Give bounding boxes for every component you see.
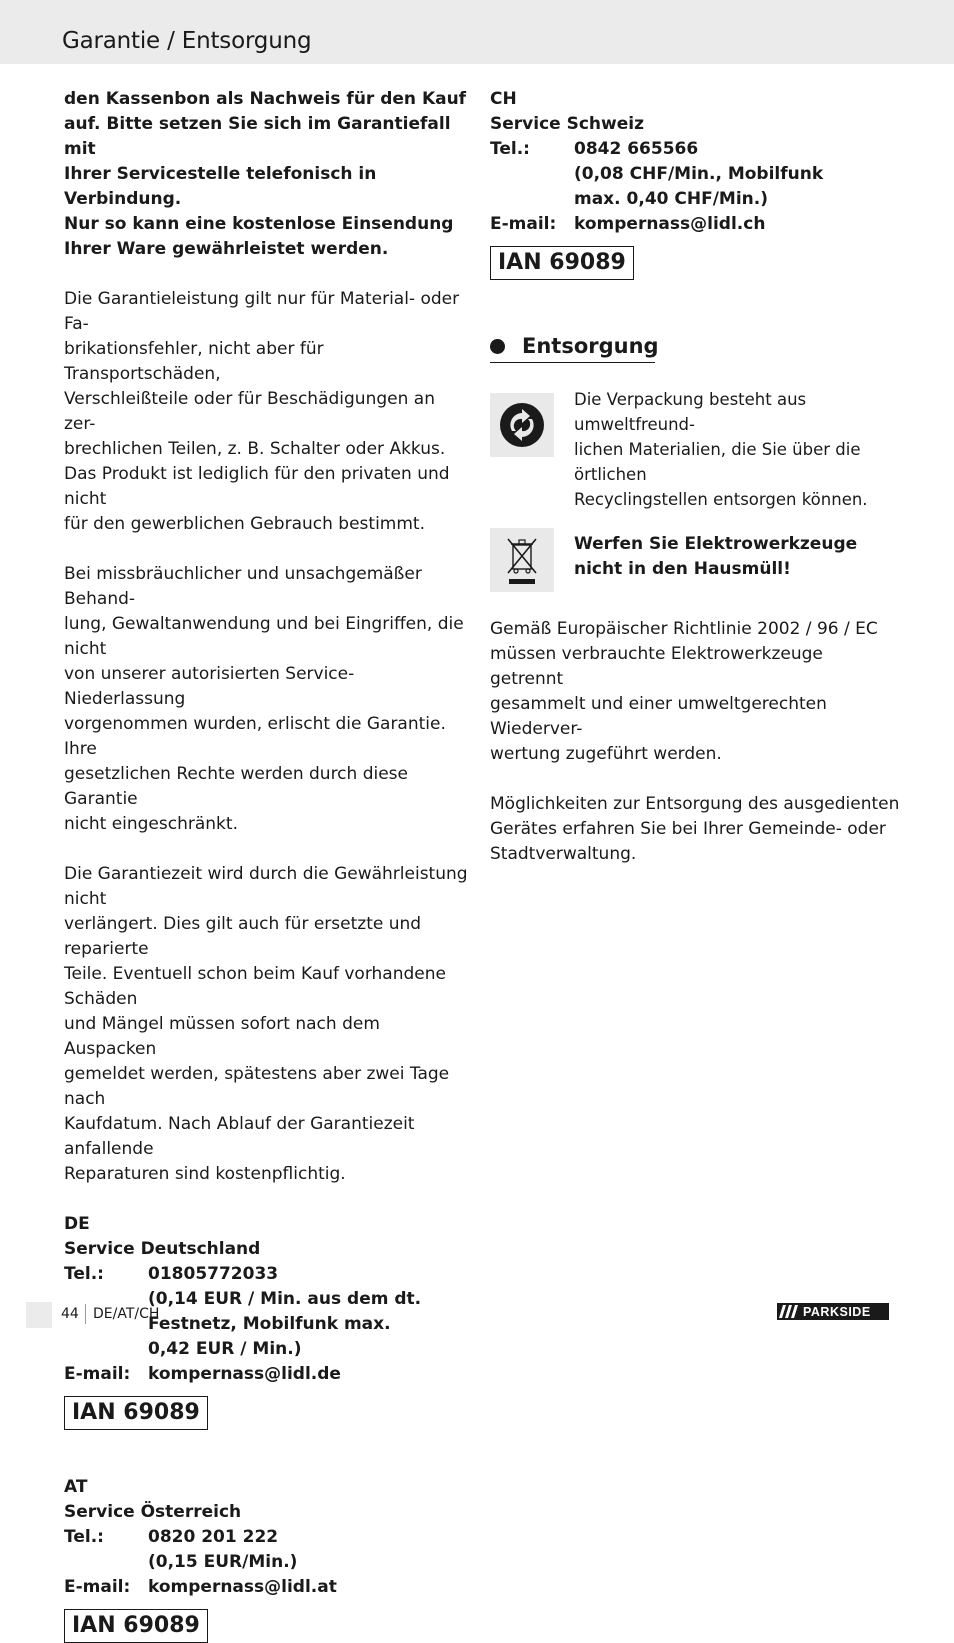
- directive-paragraph: [490, 617, 900, 767]
- tel-label: Tel.:: [64, 1264, 104, 1284]
- text-line: Recyclingstellen entsorgen können.: [574, 490, 868, 509]
- tel-number: 0820 201 222: [148, 1527, 279, 1547]
- email-address: kompernass@lidl.de: [148, 1364, 341, 1384]
- section-title: Entsorgung: [522, 334, 659, 358]
- text-line: Gerätes erfahren Sie bei Ihrer Gemeinde- oder: [490, 819, 886, 839]
- text-line: gesetzlichen Rechte werden durch diese Garantie: [64, 764, 408, 809]
- section-heading-entsorgung: [490, 332, 659, 363]
- tel-label: Tel.:: [490, 139, 530, 159]
- page-number: 44: [61, 1306, 79, 1322]
- misuse-paragraph: [64, 562, 469, 837]
- email-label: E-mail:: [64, 1364, 131, 1384]
- text-line: Ihrer Servicestelle telefonisch in Verbindung.: [64, 164, 377, 209]
- text-line: Die Garantieleistung gilt nur für Material- oder Fa-: [64, 289, 460, 334]
- text-line: von unserer autorisierten Service-Niederlassung: [64, 664, 355, 709]
- crossed-out-wheeled-bin-icon: [490, 528, 554, 592]
- region-label: DE/AT/CH: [93, 1306, 160, 1322]
- text-line: brikationsfehler, nicht aber für Transportschäden,: [64, 339, 324, 384]
- ian-box: IAN 69089: [64, 1609, 208, 1643]
- email-label: E-mail:: [64, 1577, 131, 1597]
- footer-marker: [26, 1302, 52, 1328]
- intro-paragraph: [64, 87, 469, 262]
- country-code: AT: [64, 1477, 88, 1497]
- text-line: Reparaturen sind kostenpflichtig.: [64, 1164, 346, 1184]
- warranty-period-paragraph: [64, 862, 469, 1187]
- country-code: CH: [490, 89, 517, 109]
- service-block-at: [64, 1475, 469, 1643]
- service-name: Service Deutschland: [64, 1239, 261, 1259]
- tel-note: (0,14 EUR / Min. aus dem dt.: [148, 1289, 422, 1309]
- text-line: Das Produkt ist lediglich für den privaten und nicht: [64, 464, 450, 509]
- text-line: Die Garantiezeit wird durch die Gewährleistung nicht: [64, 864, 468, 909]
- ian-box: IAN 69089: [490, 246, 634, 280]
- text-line: verlängert. Dies gilt auch für ersetzte und reparierte: [64, 914, 422, 959]
- tel-note: max. 0,40 CHF/Min.): [574, 189, 768, 209]
- text-line: Ihrer Ware gewährleistet werden.: [64, 239, 389, 259]
- page-title: Garantie / Entsorgung: [62, 28, 312, 54]
- tel-note: (0,15 EUR/Min.): [148, 1552, 298, 1572]
- service-name: Service Schweiz: [490, 114, 644, 134]
- email-address: kompernass@lidl.ch: [574, 214, 766, 234]
- text-line: und Mängel müssen sofort nach dem Auspacken: [64, 1014, 380, 1059]
- tel-number: 0842 665566: [574, 139, 699, 159]
- tel-note: (0,08 CHF/Min., Mobilfunk: [574, 164, 824, 184]
- text-line: Teile. Eventuell schon beim Kauf vorhandene Schäden: [64, 964, 446, 1009]
- left-column: [64, 87, 469, 1643]
- text-line: nicht in den Hausmüll!: [574, 559, 791, 579]
- text-line: Bei missbräuchlicher und unsachgemäßer Behand-: [64, 564, 422, 609]
- text-line: Nur so kann eine kostenlose Einsendung: [64, 214, 454, 234]
- service-name: Service Österreich: [64, 1502, 242, 1522]
- packaging-row: [490, 390, 900, 512]
- parkside-logo: [777, 1303, 889, 1320]
- text-line: gemeldet werden, spätestens aber zwei Tage nach: [64, 1064, 450, 1109]
- text-line: wertung zugeführt werden.: [490, 744, 722, 764]
- weee-warning: [574, 532, 857, 592]
- packaging-text: [574, 387, 900, 512]
- text-line: brechlichen Teilen, z. B. Schalter oder Akkus.: [64, 439, 446, 459]
- disposal-paragraph: [490, 792, 900, 867]
- text-line: lung, Gewaltanwendung und bei Eingriffen, die nicht: [64, 614, 464, 659]
- text-line: auf. Bitte setzen Sie sich im Garantiefall mit: [64, 114, 451, 159]
- green-dot-recycling-icon: [490, 393, 554, 457]
- page-header: [0, 0, 954, 64]
- warranty-paragraph: [64, 287, 469, 537]
- email-label: E-mail:: [490, 214, 557, 234]
- text-line: lichen Materialien, die Sie über die örtlichen: [574, 440, 861, 484]
- text-line: Werfen Sie Elektrowerkzeuge: [574, 534, 858, 554]
- bullet-icon: [490, 339, 505, 354]
- text-line: Gemäß Europäischer Richtlinie 2002 / 96 / EC: [490, 619, 878, 639]
- ian-box: IAN 69089: [64, 1396, 208, 1430]
- text-line: Kaufdatum. Nach Ablauf der Garantiezeit anfallende: [64, 1114, 415, 1159]
- text-line: müssen verbrauchte Elektrowerkzeuge getrennt: [490, 644, 823, 689]
- tel-note: Festnetz, Mobilfunk max.: [148, 1314, 391, 1334]
- text-line: Möglichkeiten zur Entsorgung des ausgedienten: [490, 794, 900, 814]
- text-line: gesammelt und einer umweltgerechten Wiederver-: [490, 694, 827, 739]
- service-block-ch: [490, 87, 900, 280]
- footer-divider: [85, 1304, 86, 1324]
- text-line: vorgenommen wurden, erlischt die Garantie. Ihre: [64, 714, 446, 759]
- text-line: Verschleißteile oder für Beschädigungen an zer-: [64, 389, 435, 434]
- logo-stripes-icon: [777, 1303, 803, 1320]
- text-line: für den gewerblichen Gebrauch bestimmt.: [64, 514, 425, 534]
- weee-row: [490, 528, 900, 592]
- text-line: nicht eingeschränkt.: [64, 814, 238, 834]
- tel-note: 0,42 EUR / Min.): [148, 1339, 302, 1359]
- email-address: kompernass@lidl.at: [148, 1577, 337, 1597]
- text-line: den Kassenbon als Nachweis für den Kauf: [64, 89, 467, 109]
- brand-name: PARKSIDE: [803, 1304, 871, 1319]
- text-line: Stadtverwaltung.: [490, 844, 637, 864]
- tel-label: Tel.:: [64, 1527, 104, 1547]
- text-line: Die Verpackung besteht aus umweltfreund-: [574, 390, 807, 434]
- tel-number: 01805772033: [148, 1264, 279, 1284]
- country-code: DE: [64, 1214, 90, 1234]
- right-column: [490, 87, 900, 867]
